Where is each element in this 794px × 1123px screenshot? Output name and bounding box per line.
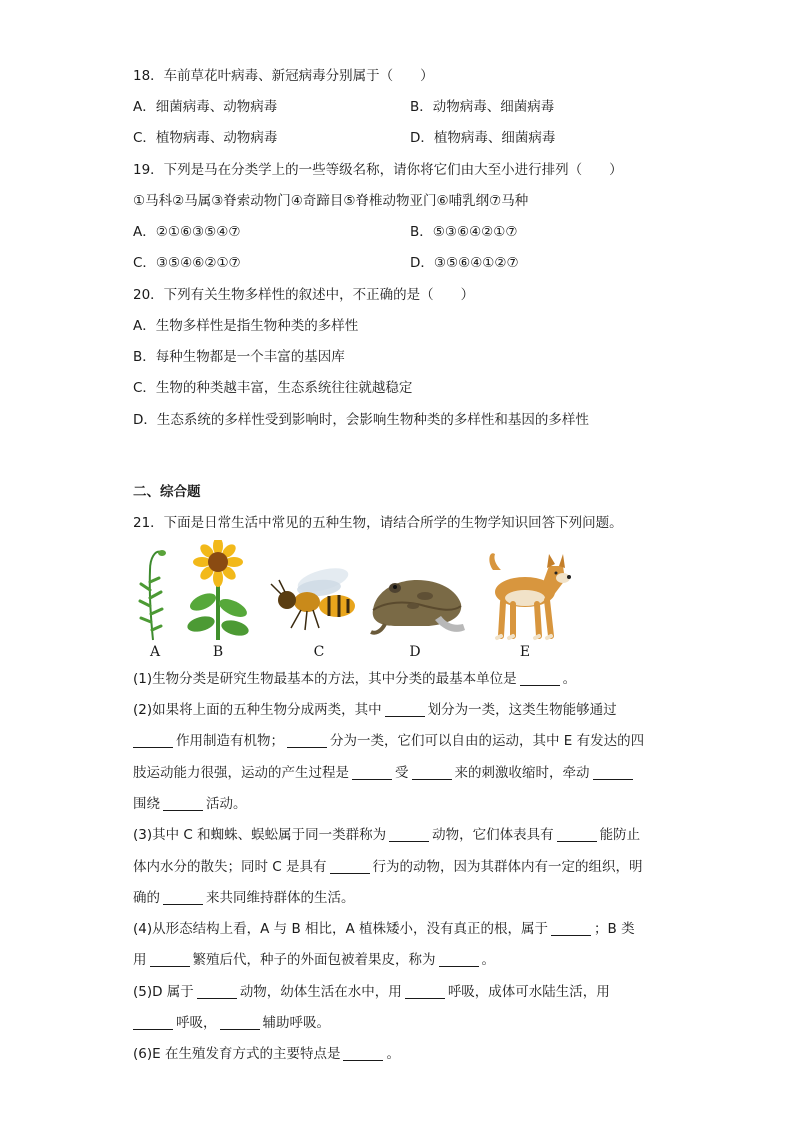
text: (5)D 属于 bbox=[133, 984, 194, 1000]
answer-blank[interactable] bbox=[150, 952, 190, 967]
text: 行为的动物，因为其群体内有一定的组织，明 bbox=[372, 859, 643, 875]
text: 活动。 bbox=[206, 796, 247, 812]
q21-part3-line1 bbox=[133, 825, 640, 845]
text: (2)如果将上面的五种生物分成两类，其中 bbox=[133, 702, 382, 718]
text: (4)从形态结构上看，A 与 B 相比，A 植株矮小，没有真正的根，属于 bbox=[133, 921, 549, 937]
q18-option-c: C．植物病毒、动物病毒 bbox=[133, 130, 278, 146]
q21-part3-line2 bbox=[133, 857, 643, 877]
section-title: 二、综合题 bbox=[133, 484, 201, 500]
q19-option-b: B．⑤③⑥④②①⑦ bbox=[410, 224, 518, 240]
q21-part1 bbox=[133, 669, 576, 689]
label-d: D bbox=[409, 644, 421, 660]
text: ；B 类 bbox=[594, 921, 635, 937]
answer-blank[interactable] bbox=[520, 671, 560, 686]
text: 用 bbox=[133, 952, 147, 968]
q20-option-c: C．生物的种类越丰富，生态系统往往就越稳定 bbox=[133, 380, 413, 396]
text: 。 bbox=[481, 952, 495, 968]
q21-part2-line1 bbox=[133, 700, 617, 720]
answer-blank[interactable] bbox=[220, 1015, 260, 1030]
text: 体内水分的散失；同时 C 是具有 bbox=[133, 859, 327, 875]
answer-blank[interactable] bbox=[405, 984, 445, 999]
answer-blank[interactable] bbox=[197, 984, 237, 999]
bee-icon bbox=[261, 540, 361, 644]
moss-plant-icon bbox=[133, 540, 173, 644]
q21-part2-line4 bbox=[133, 794, 247, 814]
text: (3)其中 C 和蜘蛛、蜈蚣属于同一类群称为 bbox=[133, 827, 387, 843]
text: 来的刺激收缩时，牵动 bbox=[454, 765, 590, 781]
answer-blank[interactable] bbox=[287, 733, 327, 748]
answer-blank[interactable] bbox=[412, 765, 452, 780]
answer-blank[interactable] bbox=[551, 921, 591, 936]
answer-blank[interactable] bbox=[343, 1046, 383, 1061]
q20-option-b: B．每种生物都是一个丰富的基因库 bbox=[133, 349, 345, 365]
text: 动物，幼体生活在水中，用 bbox=[239, 984, 402, 1000]
answer-blank[interactable] bbox=[593, 765, 633, 780]
text: (1)生物分类是研究生物最基本的方法，其中分类的最基本单位是 bbox=[133, 671, 517, 687]
text: 来共同维持群体的生活。 bbox=[206, 890, 355, 906]
text: 呼吸， bbox=[176, 1015, 217, 1031]
answer-blank[interactable] bbox=[352, 765, 392, 780]
q19-stem: 19．下列是马在分类学上的一些等级名称，请你将它们由大至小进行排列（ ） bbox=[133, 162, 623, 178]
q18-option-b: B．动物病毒、细菌病毒 bbox=[410, 99, 555, 115]
answer-blank[interactable] bbox=[330, 859, 370, 874]
sunflower-icon bbox=[181, 540, 255, 644]
organism-figure bbox=[133, 540, 593, 662]
q18-stem: 18．车前草花叶病毒、新冠病毒分别属于（ ） bbox=[133, 68, 434, 84]
q20-option-d: D．生态系统的多样性受到影响时，会影响生物种类的多样性和基因的多样性 bbox=[133, 412, 589, 428]
text: 作用制造有机物； bbox=[176, 733, 284, 749]
answer-blank[interactable] bbox=[385, 702, 425, 717]
q21-part3-line3 bbox=[133, 888, 355, 908]
q21-part4-line1 bbox=[133, 919, 635, 939]
q18-option-d: D．植物病毒、细菌病毒 bbox=[410, 130, 556, 146]
label-a: A bbox=[149, 644, 161, 660]
answer-blank[interactable] bbox=[133, 733, 173, 748]
label-b: B bbox=[212, 644, 224, 660]
answer-blank[interactable] bbox=[163, 890, 203, 905]
text: 受 bbox=[395, 765, 409, 781]
text: 。 bbox=[386, 1046, 400, 1062]
text: 分为一类，它们可以自由的运动，其中 E 有发达的四 bbox=[330, 733, 645, 749]
q21-part5-line2 bbox=[133, 1013, 330, 1033]
text: 确的 bbox=[133, 890, 160, 906]
answer-blank[interactable] bbox=[389, 827, 429, 842]
text: 能防止 bbox=[599, 827, 641, 843]
text: 辅助呼吸。 bbox=[262, 1015, 330, 1031]
text: (6)E 在生殖发育方式的主要特点是 bbox=[133, 1046, 341, 1062]
text: 划分为一类，这类生物能够通过 bbox=[427, 702, 617, 718]
label-c: C bbox=[313, 644, 325, 660]
q18-option-a: A．细菌病毒、动物病毒 bbox=[133, 99, 278, 115]
q21-part5-line1 bbox=[133, 982, 610, 1002]
q20-option-a: A．生物多样性是指生物种类的多样性 bbox=[133, 318, 359, 334]
q19-option-d: D．③⑤⑥④①②⑦ bbox=[410, 255, 519, 271]
q21-part2-line2 bbox=[133, 731, 644, 751]
q21-part2-line3 bbox=[133, 763, 636, 783]
frog-icon bbox=[365, 540, 469, 644]
answer-blank[interactable] bbox=[557, 827, 597, 842]
dog-icon bbox=[483, 540, 573, 644]
answer-blank[interactable] bbox=[163, 796, 203, 811]
text: 围绕 bbox=[133, 796, 160, 812]
q19-items: ①马科②马属③脊索动物门④奇蹄目⑤脊椎动物亚门⑥哺乳纲⑦马种 bbox=[133, 193, 529, 209]
q20-stem: 20．下列有关生物多样性的叙述中，不正确的是（ ） bbox=[133, 287, 475, 303]
text: 肢运动能力很强，运动的产生过程是 bbox=[133, 765, 349, 781]
text: 呼吸，成体可水陆生活，用 bbox=[447, 984, 610, 1000]
text: 繁殖后代，种子的外面包被着果皮，称为 bbox=[192, 952, 436, 968]
answer-blank[interactable] bbox=[133, 1015, 173, 1030]
q19-option-a: A．②①⑥③⑤④⑦ bbox=[133, 224, 241, 240]
q21-part6 bbox=[133, 1044, 400, 1064]
q21-part4-line2 bbox=[133, 950, 495, 970]
q21-stem: 21．下面是日常生活中常见的五种生物，请结合所学的生物学知识回答下列问题。 bbox=[133, 515, 623, 531]
q19-option-c: C．③⑤④⑥②①⑦ bbox=[133, 255, 241, 271]
answer-blank[interactable] bbox=[439, 952, 479, 967]
label-e: E bbox=[519, 644, 531, 660]
text: 。 bbox=[562, 671, 577, 687]
text: 动物，它们体表具有 bbox=[432, 827, 554, 843]
